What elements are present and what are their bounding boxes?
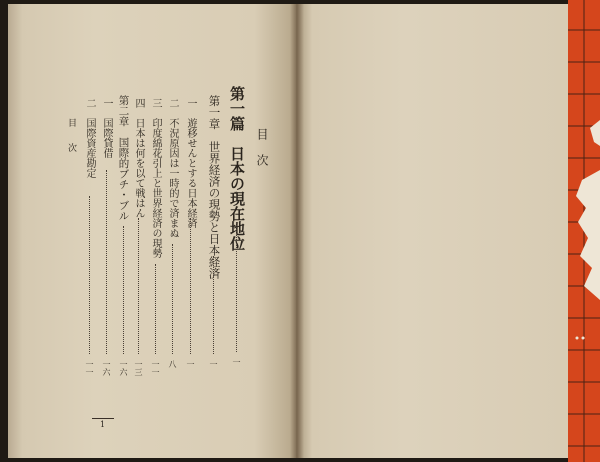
- page-number: 八: [168, 360, 177, 368]
- part-number: 第一篇: [228, 86, 246, 131]
- entry-title: 遊移せんとする日本経済: [185, 118, 196, 228]
- folio-rule: [92, 418, 114, 419]
- leader-dots: [213, 256, 214, 354]
- page-number: 一三: [134, 360, 143, 376]
- leader-dots: [123, 226, 124, 354]
- toc-entry: [133, 98, 143, 218]
- entry-title: 国際資産勘定: [84, 118, 95, 178]
- entry-number: 一: [185, 98, 196, 108]
- running-head: 目次: [66, 118, 76, 168]
- page-number: 一: [186, 360, 195, 368]
- toc-entry: [167, 98, 177, 238]
- toc-entry: [150, 98, 160, 258]
- entry-title: 印度綿花引上と世界経済の現勢: [150, 118, 161, 258]
- entry-title: 日本は何を以て戦はん: [133, 118, 144, 218]
- cover-pattern: [568, 0, 600, 462]
- page-number: 一六: [119, 360, 128, 376]
- cover-edge: [568, 0, 600, 462]
- leader-dots: [155, 264, 156, 354]
- page-number: 一六: [102, 360, 111, 376]
- chapter-title: 世界経済の現勢と日本経済: [207, 141, 222, 279]
- book-gutter: [290, 4, 304, 458]
- leader-dots: [138, 218, 139, 354]
- leader-dots: [190, 218, 191, 354]
- entry-title: 不況原因は一時的で済まぬ: [167, 118, 178, 238]
- entry-number: 四: [133, 98, 144, 108]
- entry-title: 国際貸借: [101, 118, 112, 158]
- folio-number: 1: [100, 420, 106, 429]
- page-title: 目次: [255, 128, 269, 180]
- toc-entry: [185, 98, 195, 228]
- leader-dots: [106, 170, 107, 354]
- right-page: [296, 4, 568, 458]
- page-number: 一: [209, 360, 218, 368]
- chapter-label: 第一章: [207, 95, 222, 130]
- toc-entry: [84, 98, 94, 178]
- chapter-label: 第二章: [117, 95, 130, 127]
- entry-number: 二: [84, 98, 95, 108]
- toc-entry: [101, 98, 111, 158]
- chapter-heading: [118, 95, 129, 221]
- chapter-title: 国際的ブチ・ブル: [117, 137, 130, 221]
- leader-dots: [89, 196, 90, 354]
- leader-dots: [172, 244, 173, 354]
- part-title: 日本の現在地位: [228, 146, 246, 251]
- page-number: 一一: [151, 360, 160, 376]
- page-number: 一: [232, 358, 241, 366]
- chapter-heading: [208, 95, 220, 279]
- entry-number: 二: [167, 98, 178, 108]
- leader-dots: [236, 222, 237, 352]
- entry-number: 一: [101, 98, 112, 108]
- entry-number: 三: [150, 98, 161, 108]
- page-number: 一一: [85, 360, 94, 376]
